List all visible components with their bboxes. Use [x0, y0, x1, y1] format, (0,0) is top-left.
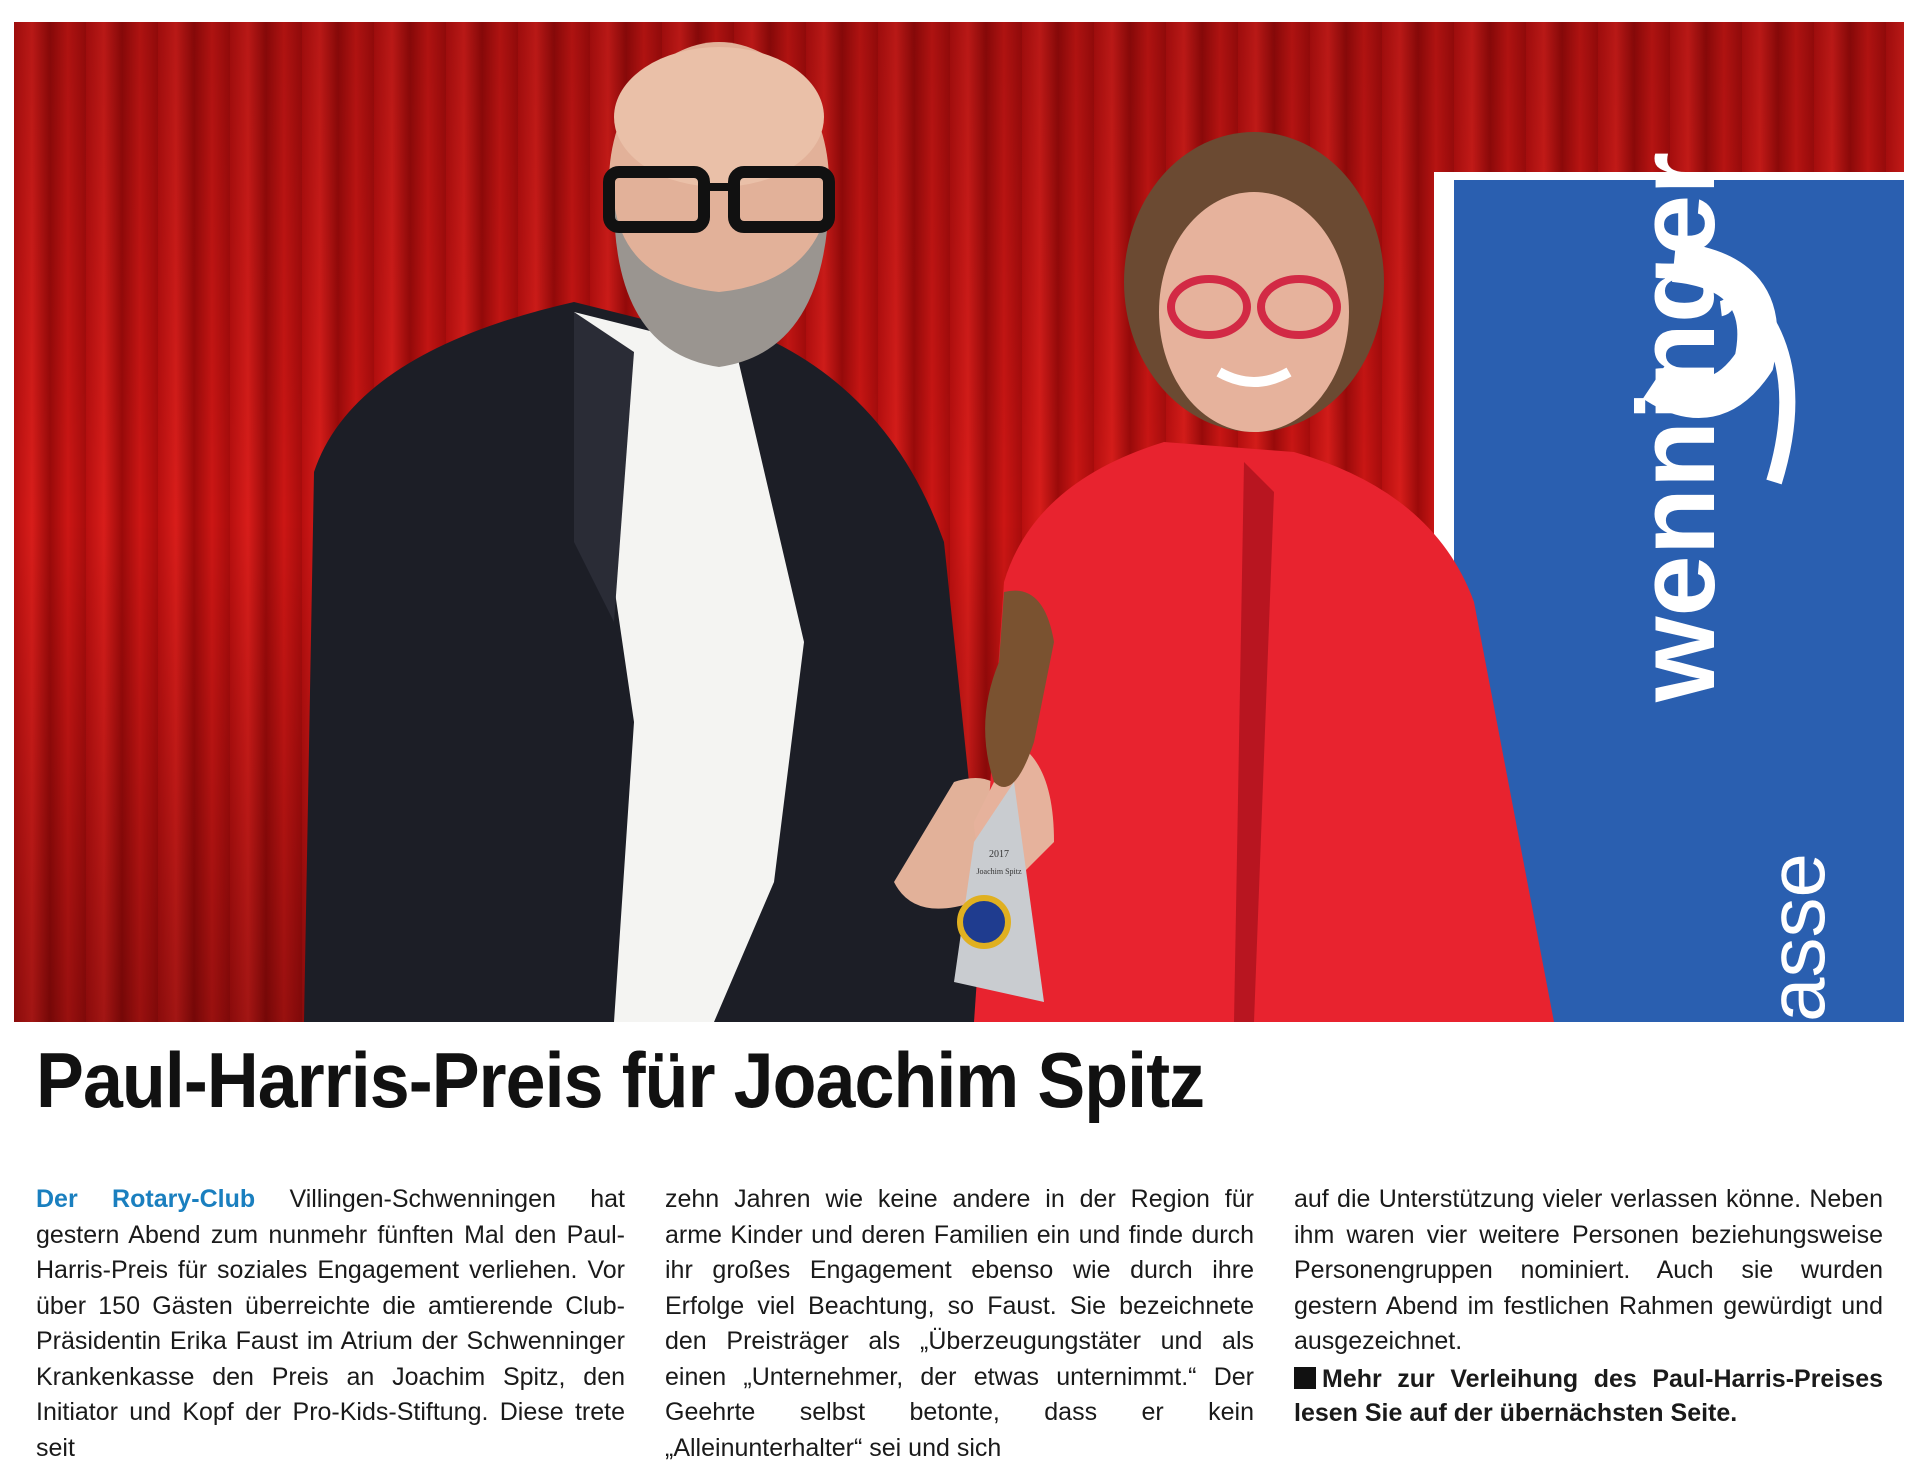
- banner-text: wenninger: [1615, 151, 1738, 702]
- lead-in: Der Rotary-Club: [36, 1185, 256, 1213]
- trophy-name: Joachim Spitz: [976, 867, 1022, 876]
- more-info-text: Mehr zur Verleihung des Paul-Harris-Preises lesen Sie auf der übernächsten Seite.: [1294, 1364, 1883, 1427]
- article-headline: Paul-Harris-Preis für Joachim Spitz: [36, 1036, 1205, 1124]
- article-column-1: [36, 1182, 625, 1462]
- column-3-text: auf die Unterstützung vieler verlassen könne. Neben ihm waren vier weitere Personen beziehungsweise Personengruppen nominiert. Auch sie wurden gestern Abend im festlichen Rahmen gewürdigt und ausgezeichnet.: [1294, 1185, 1883, 1355]
- photo-illustration: [14, 22, 1904, 1022]
- square-bullet-icon: [1294, 1367, 1316, 1389]
- article-photo: [14, 22, 1904, 1022]
- more-info-note: [1294, 1362, 1883, 1430]
- article-body: [36, 1182, 1884, 1462]
- trophy-year: 2017: [989, 849, 1009, 860]
- article-column-2: zehn Jahren wie keine andere in der Region für arme Kinder und deren Familien ein und finde durch ihr großes Engagement ebenso wie durch ihre Erfolge viel Beachtung, so Faust. Sie bezeichnete den Preisträger als „Überzeugungstäter und als einen „Unternehmer, der etwas unternimmt.“ Der Geehrte selbst betonte, dass er kein „Alleinunterhalter“ sei und sich: [665, 1185, 1254, 1462]
- banner-text-2: asse: [1752, 853, 1841, 1022]
- article-column-3: [1294, 1182, 1883, 1432]
- column-1-text: Villingen-Schwenningen hat gestern Abend zum nunmehr fünften Mal den Paul-Harris-Preis für soziales Engagement verliehen. Vor über 150 Gästen überreichte die amtierende Club-Präsidentin Erika Faust im Atrium der Schwenninger Krankenkasse den Preis an Joachim Spitz, den Initiator und Kopf der Pro-Kids-Stiftung. Diese trete seit: [36, 1185, 625, 1462]
